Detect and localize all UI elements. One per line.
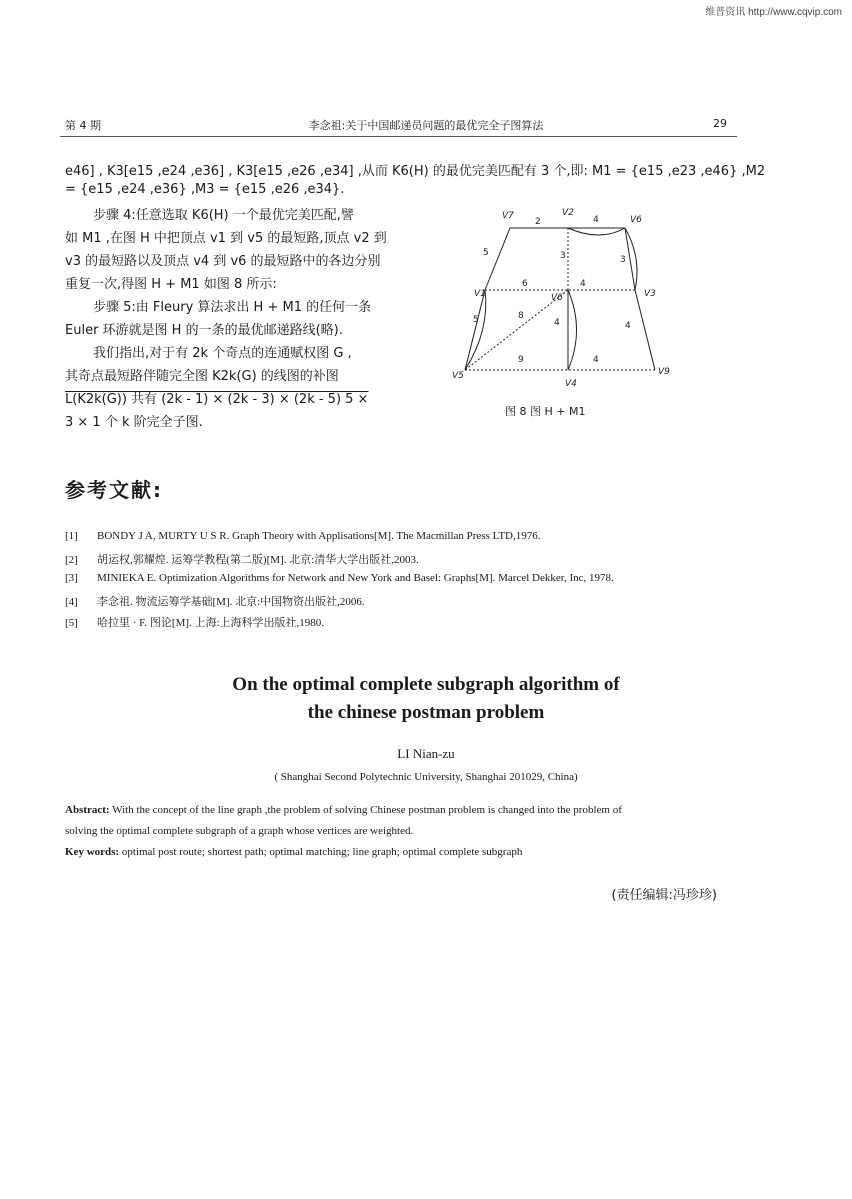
figure-caption: 图 8 图 H + M1 <box>505 405 586 418</box>
body-line: L(K2k(G)) 共有 (2k - 1) × (2k - 3) × (2k - 5) 5 × <box>65 392 369 407</box>
edge-label: 4 <box>554 318 560 328</box>
body-line: Euler 环游就是图 H 的一条的最优邮递路线(略). <box>65 323 343 338</box>
edge-label: 6 <box>522 279 528 289</box>
reference-item <box>65 551 419 567</box>
running-title: 李念祖:关于中国邮递员问题的最优完全子图算法 <box>308 119 544 132</box>
reference-number: [2] <box>65 554 78 566</box>
body-line: 如 M1 ,在图 H 中把顶点 v1 到 v5 的最短路,顶点 v2 到 <box>65 231 387 246</box>
vertex-label: V6 <box>551 293 563 303</box>
body-line: 步骤 5:由 Fleury 算法求出 H + M1 的任何一条 <box>93 300 372 315</box>
edge <box>485 228 510 290</box>
reference-item <box>65 593 365 609</box>
reference-item <box>65 530 541 542</box>
body-line: 我们指出,对于有 2k 个奇点的连通赋权图 G , <box>93 346 352 361</box>
body-line: 其奇点最短路伴随完全图 K2k(G) 的线图的补图 <box>65 369 339 384</box>
vertex-label: V9 <box>658 367 670 377</box>
keywords-line <box>65 846 522 858</box>
edge <box>568 228 625 235</box>
edge-label: 3 <box>620 255 626 265</box>
reference-text: 胡运权,郭耀煌. 运筹学教程(第二版)[M]. 北京:清华大学出版社,2003. <box>97 554 419 566</box>
reference-number: [5] <box>65 617 78 629</box>
body-line: 步骤 4:任意选取 K6(H) 一个最优完美匹配,譬 <box>93 208 354 223</box>
keywords-text: optimal post route; shortest path; optimal matching; line graph; optimal complete subgraph <box>119 846 523 858</box>
author-name: LI Nian-zu <box>397 746 455 761</box>
vertex-label: V1 <box>474 289 486 299</box>
responsible-editor: (责任编辑:冯珍珍) <box>611 888 717 903</box>
edge-label: 9 <box>518 355 524 365</box>
reference-item <box>65 614 324 630</box>
english-title-line1: On the optimal complete subgraph algorithm of <box>232 674 620 695</box>
reference-text: MINIEKA E. Optimization Algorithms for Network and New York and Basel: Graphs[M]. Marcel Dekker, Inc, 1978. <box>97 572 614 584</box>
body-line: = {e15 ,e24 ,e36} ,M3 = {e15 ,e26 ,e34}. <box>65 182 345 197</box>
vertex-label: V6 <box>630 215 642 225</box>
reference-number: [1] <box>65 530 78 542</box>
edge-label: 2 <box>535 217 541 227</box>
abstract-label: Abstract: <box>65 804 110 816</box>
reference-item <box>65 572 614 584</box>
edge-label: 4 <box>593 355 599 365</box>
graph-figure <box>450 200 680 420</box>
reference-text: BONDY J A, MURTY U S R. Graph Theory with Applisations[M]. The Macmillan Press LTD,1976. <box>97 530 541 542</box>
reference-text: 李念祖. 物流运筹学基础[M]. 北京:中国物资出版社,2006. <box>97 596 365 608</box>
references-heading: 参考文献: <box>65 478 163 502</box>
edge-label: 4 <box>593 215 599 225</box>
english-title-line2: the chinese postman problem <box>307 702 545 723</box>
vertex-label: V2 <box>562 208 574 218</box>
edge <box>635 290 655 370</box>
edge-label: 4 <box>580 279 586 289</box>
body-line: 3 × 1 个 k 阶完全子图. <box>65 415 203 430</box>
vertex-label: V7 <box>502 211 514 221</box>
page-number: 29 <box>713 117 727 130</box>
edge-label: 8 <box>518 311 524 321</box>
abstract-line <box>65 804 622 816</box>
reference-text: 哈拉里 · F. 图论[M]. 上海:上海科学出版社,1980. <box>97 617 325 629</box>
edge-label: 5 <box>483 248 489 258</box>
vertex-label: V5 <box>452 371 464 381</box>
vertex-label: V4 <box>565 379 577 389</box>
body-line: 重复一次,得图 H + M1 如图 8 所示: <box>65 277 277 292</box>
reference-number: [3] <box>65 572 78 584</box>
edge-label: 5 <box>473 315 479 325</box>
keywords-label: Key words: <box>65 846 120 858</box>
edge <box>568 290 577 370</box>
vertex-label: V3 <box>644 289 656 299</box>
header-rule <box>60 136 737 137</box>
abstract-line: solving the optimal complete subgraph of a graph whose vertices are weighted. <box>65 825 414 837</box>
edge-label: 3 <box>560 251 566 261</box>
edge-label: 4 <box>625 321 631 331</box>
author-affiliation: ( Shanghai Second Polytechnic University, Shanghai 201029, China) <box>274 771 578 783</box>
reference-number: [4] <box>65 596 78 608</box>
site-watermark: 维普资讯 http://www.cqvip.com <box>705 7 842 18</box>
body-line: e46] , K3[e15 ,e24 ,e36] , K3[e15 ,e26 ,e34] ,从而 K6(H) 的最优完美匹配有 3 个,即: M1 = {e15 ,e23 ,e46} ,M2 <box>65 164 766 179</box>
abstract-text: With the concept of the line graph ,the problem of solving Chinese postman problem is changed into the problem of <box>109 804 622 816</box>
issue-number: 第 4 期 <box>65 119 101 132</box>
body-line: v3 的最短路以及顶点 v4 到 v6 的最短路中的各边分别 <box>65 254 381 269</box>
